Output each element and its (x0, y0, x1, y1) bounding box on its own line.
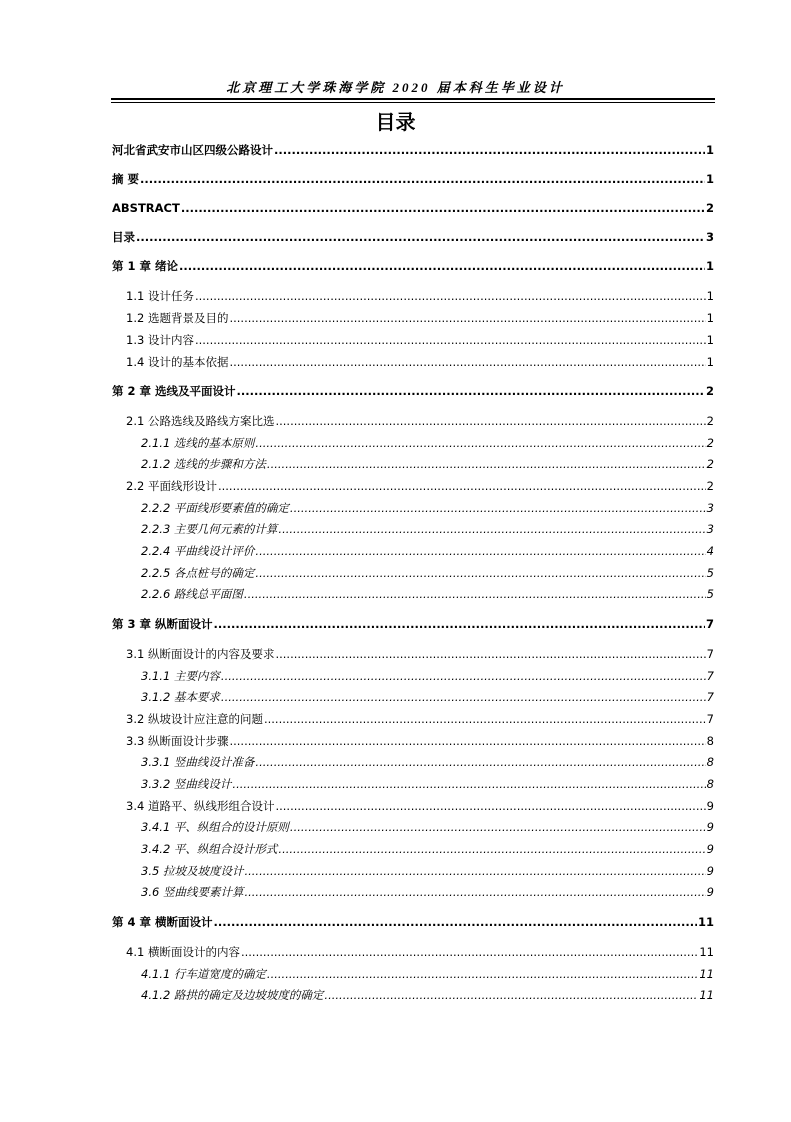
toc-entry[interactable] (126, 711, 714, 727)
toc-entry-page: 11 (697, 915, 714, 929)
dot-leader (237, 383, 705, 399)
dot-leader (324, 987, 698, 1003)
toc-entry-label: 4.1.1 行车道宽度的确定 (141, 967, 266, 981)
toc-entry-page: 8 (706, 777, 714, 791)
toc-entry-page: 3 (705, 230, 714, 244)
dot-leader (244, 586, 706, 602)
dot-leader (290, 500, 706, 516)
toc-entry-page: 8 (706, 734, 714, 748)
toc-entry-label: 2.2.3 主要几何元素的计算 (141, 522, 278, 536)
toc-entry-page: 1 (705, 143, 714, 157)
dot-leader (229, 733, 705, 749)
toc-entry-page: 1 (706, 289, 714, 303)
toc-entry[interactable] (126, 798, 714, 814)
dot-leader (255, 754, 705, 770)
toc-entry-page: 7 (705, 617, 714, 631)
dot-leader (264, 711, 706, 727)
toc-entry-label: 第 4 章 横断面设计 (112, 915, 213, 929)
toc-entry[interactable] (141, 435, 714, 451)
dot-leader (214, 914, 697, 930)
toc-entry-label: 3.3.2 竖曲线设计 (141, 777, 232, 791)
toc-entry[interactable] (126, 944, 714, 960)
toc-entry-page: 8 (706, 755, 714, 769)
dot-leader (278, 521, 705, 537)
toc-entry-page: 9 (706, 820, 714, 834)
toc-entry-label: 2.2.4 平曲线设计评价 (141, 544, 255, 558)
toc-entry-label: 3.3 纵断面设计步骤 (126, 734, 229, 748)
toc-entry-label: 第 1 章 绪论 (112, 259, 179, 273)
toc-entry[interactable] (112, 258, 714, 274)
toc-entry[interactable] (112, 616, 714, 632)
toc-entry[interactable] (112, 383, 714, 399)
toc-entry[interactable] (141, 565, 714, 581)
dot-leader (214, 616, 705, 632)
dot-leader (195, 332, 706, 348)
toc-entry[interactable] (126, 354, 714, 370)
dot-leader (274, 142, 705, 158)
dot-leader (275, 798, 705, 814)
toc-entry-label: 3.6 竖曲线要素计算 (141, 885, 244, 899)
toc-entry-page: 1 (705, 172, 714, 186)
toc-entry-page: 2 (705, 384, 714, 398)
toc-entry-page: 1 (705, 259, 714, 273)
toc-entry[interactable] (112, 142, 714, 158)
toc-entry[interactable] (141, 500, 714, 516)
toc-entry-label: 1.3 设计内容 (126, 333, 194, 347)
toc-entry-page: 11 (699, 945, 714, 959)
toc-entry-label: 4.1.2 路拱的确定及边坡坡度的确定 (141, 988, 324, 1002)
toc-entry-page: 7 (706, 647, 714, 661)
toc-entry-label: 2.2 平面线形设计 (126, 479, 217, 493)
dot-leader (195, 288, 706, 304)
toc-entry-page: 4 (706, 544, 714, 558)
dot-leader (255, 543, 705, 559)
toc-entry[interactable] (141, 543, 714, 559)
toc-entry-page: 2 (706, 457, 714, 471)
toc-entry-page: 3 (706, 522, 714, 536)
toc-entry-page: 11 (699, 967, 714, 981)
toc-entry-label: 3.4.1 平、纵组合的设计原则 (141, 820, 289, 834)
toc-entry-page: 9 (706, 885, 714, 899)
toc-entry-page: 7 (706, 690, 714, 704)
toc-entry-label: 3.4.2 平、纵组合设计形式 (141, 842, 278, 856)
toc-entry-label: 1.2 选题背景及目的 (126, 311, 229, 325)
toc-entry-page: 2 (706, 414, 714, 428)
toc-entry-page: 1 (706, 355, 714, 369)
toc-entry-label: 2.1.2 选线的步骤和方法 (141, 457, 266, 471)
dot-leader (244, 884, 705, 900)
toc-entry[interactable] (141, 819, 714, 835)
toc-title: 目录 (375, 110, 416, 134)
toc-entry-label: 1.4 设计的基本依据 (126, 355, 229, 369)
toc-entry-label: 第 3 章 纵断面设计 (112, 617, 213, 631)
dot-leader (255, 565, 705, 581)
toc-entry-page: 7 (706, 712, 714, 726)
toc-entry-label: 2.2.5 各点桩号的确定 (141, 566, 255, 580)
toc-entry-label: 3.3.1 竖曲线设计准备 (141, 755, 255, 769)
toc-entry[interactable] (141, 863, 714, 879)
toc-entry-label: ABSTRACT (112, 201, 180, 215)
toc-entry-label: 2.1 公路选线及路线方案比选 (126, 414, 275, 428)
dot-leader (255, 435, 705, 451)
toc-entry[interactable] (141, 586, 714, 602)
toc-entry-page: 3 (706, 501, 714, 515)
dot-leader (221, 689, 706, 705)
dot-leader (218, 478, 706, 494)
toc-entry[interactable] (141, 884, 714, 900)
toc-entry[interactable] (141, 776, 714, 792)
toc-entry-label: 河北省武安市山区四级公路设计 (112, 143, 273, 157)
toc-entry-label: 3.1.1 主要内容 (141, 669, 220, 683)
toc-entry-label: 3.4 道路平、纵线形组合设计 (126, 799, 275, 813)
toc-entry-label: 2.1.1 选线的基本原则 (141, 436, 255, 450)
toc-entry-label: 摘 要 (112, 172, 140, 186)
toc-entry[interactable] (126, 332, 714, 348)
toc-entry-page: 9 (706, 864, 714, 878)
dot-leader (275, 413, 705, 429)
toc-entry-page: 2 (706, 479, 714, 493)
toc-entry-page: 9 (706, 799, 714, 813)
toc-entry-page: 11 (699, 988, 714, 1002)
toc-entry[interactable] (112, 229, 714, 245)
toc-entry[interactable] (141, 966, 714, 982)
toc-entry-page: 1 (706, 333, 714, 347)
toc-entry-page: 7 (706, 669, 714, 683)
dot-leader (275, 646, 705, 662)
dot-leader (232, 776, 705, 792)
toc-entry[interactable] (126, 288, 714, 304)
toc-entry-label: 4.1 横断面设计的内容 (126, 945, 240, 959)
toc-entry-page: 5 (706, 587, 714, 601)
dot-leader (267, 456, 706, 472)
toc-entry[interactable] (126, 413, 714, 429)
dot-leader (229, 310, 705, 326)
toc-entry-label: 3.1.2 基本要求 (141, 690, 220, 704)
toc-entry[interactable] (112, 200, 714, 216)
toc-entry[interactable] (141, 987, 714, 1003)
dot-leader (290, 819, 706, 835)
toc-entry-label: 1.1 设计任务 (126, 289, 194, 303)
toc-entry-label: 2.2.6 路线总平面图 (141, 587, 243, 601)
toc-entry-label: 3.5 拉坡及坡度设计 (141, 864, 244, 878)
toc-entry[interactable] (141, 841, 714, 857)
toc-entry-page: 9 (706, 842, 714, 856)
toc-entry-label: 第 2 章 选线及平面设计 (112, 384, 236, 398)
toc-entry-page: 1 (706, 311, 714, 325)
dot-leader (244, 863, 705, 879)
dot-leader (267, 966, 698, 982)
toc-entry[interactable] (126, 310, 714, 326)
toc-entry-label: 2.2.2 平面线形要素值的确定 (141, 501, 289, 515)
toc-entry-page: 5 (706, 566, 714, 580)
dot-leader (241, 944, 698, 960)
toc-entry-page: 2 (705, 201, 714, 215)
running-header: 北京理工大学珠海学院 2020 届本科生毕业设计 (226, 80, 565, 95)
dot-leader (179, 258, 705, 274)
toc-entry[interactable] (126, 478, 714, 494)
toc-entry[interactable] (141, 456, 714, 472)
toc-entry[interactable] (112, 171, 714, 187)
toc-entry[interactable] (126, 733, 714, 749)
toc-entry-label: 3.1 纵断面设计的内容及要求 (126, 647, 275, 661)
toc-entry[interactable] (141, 689, 714, 705)
dot-leader (140, 171, 705, 187)
toc-entry-page: 2 (706, 436, 714, 450)
toc-entry[interactable] (141, 754, 714, 770)
toc-entry[interactable] (126, 646, 714, 662)
dot-leader (181, 200, 705, 216)
dot-leader (278, 841, 705, 857)
toc-entry[interactable] (112, 914, 714, 930)
dot-leader (136, 229, 705, 245)
dot-leader (221, 668, 706, 684)
toc-entry-label: 目录 (112, 230, 135, 244)
toc-entry[interactable] (141, 668, 714, 684)
toc-entry-label: 3.2 纵坡设计应注意的问题 (126, 712, 263, 726)
dot-leader (229, 354, 705, 370)
toc-entry[interactable] (141, 521, 714, 537)
